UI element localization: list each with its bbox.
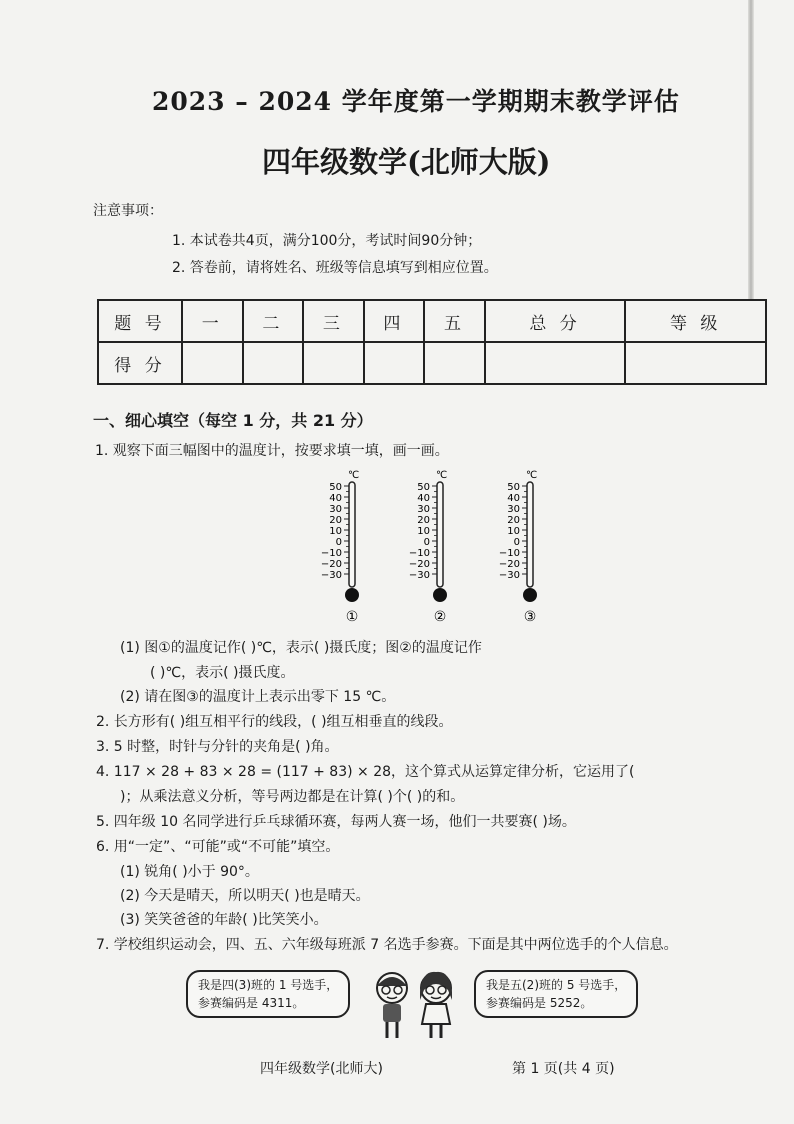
thermometer-bulb — [345, 588, 359, 602]
thermometer-unit: ℃ — [436, 470, 448, 481]
question-3: 3. 5 时整，时针与分针的夹角是( )角。 — [96, 739, 339, 755]
thermometer-tick-label: 20 — [417, 515, 430, 526]
thermometer-tick-label: 30 — [329, 504, 342, 515]
thermometer-tick-label: −10 — [498, 548, 520, 559]
score-input-cell[interactable] — [424, 342, 485, 384]
thermometer-tube — [527, 482, 533, 587]
question-2: 2. 长方形有( )组互相平行的线段，( )组互相垂直的线段。 — [96, 714, 453, 730]
thermometer-label: ① — [345, 609, 359, 625]
question-1-part-1-line-1: (1) 图①的温度记作( )℃，表示( )摄氏度；图②的温度记作 — [120, 640, 482, 656]
score-table-cell: 题 号 — [98, 300, 182, 342]
thermometer-label: ② — [433, 609, 447, 625]
notice-heading: 注意事项： — [93, 203, 163, 219]
section1-heading: 一、细心填空（每空 1 分，共 21 分） — [93, 411, 373, 430]
question-1-part-1-line-2: ( )℃，表示( )摄氏度。 — [150, 665, 295, 681]
thermometer-unit: ℃ — [526, 470, 538, 481]
bubble-right-line-1: 我是五(2)班的 5 号选手， — [486, 978, 627, 992]
thermometer-figures — [320, 466, 560, 626]
thermometer-tick-label: 0 — [513, 537, 520, 548]
score-table-cell: 总 分 — [485, 300, 626, 342]
thermometer-tick-label: 30 — [417, 504, 430, 515]
thermometer-tick-label: 40 — [417, 493, 430, 504]
thermometer-tick-label: 20 — [329, 515, 342, 526]
score-input-cell[interactable] — [625, 342, 766, 384]
score-input-cell[interactable] — [182, 342, 243, 384]
thermometer-tick-label: −20 — [498, 559, 520, 570]
score-table-cell: 二 — [243, 300, 304, 342]
thermometer-tick-label: −10 — [408, 548, 430, 559]
thermometer-tick-label: 50 — [417, 482, 430, 493]
score-input-cell[interactable] — [364, 342, 425, 384]
thermometer-tick-label: −30 — [498, 570, 520, 581]
question-1: 1. 观察下面三幅图中的温度计，按要求填一填，画一画。 — [95, 443, 449, 459]
exam-title: 2023 – 2024 学年度第一学期期末教学评估 — [152, 87, 680, 116]
score-table-cell: 等 级 — [625, 300, 766, 342]
thermometer-tick-label: −10 — [320, 548, 342, 559]
thermometer-tick-label: 10 — [507, 526, 520, 537]
footer-left: 四年级数学(北师大) — [260, 1061, 383, 1077]
question-5: 5. 四年级 10 名同学进行乒乓球循环赛，每两人赛一场，他们一共要赛( )场。 — [96, 814, 576, 830]
thermometer-bulb — [433, 588, 447, 602]
page-fold-shadow — [748, 0, 754, 300]
score-label: 得 分 — [98, 342, 182, 384]
score-table-score-row — [98, 342, 766, 384]
score-table-cell: 四 — [364, 300, 425, 342]
question-6-part-3: (3) 笑笑爸爸的年龄( )比笑笑小。 — [120, 912, 328, 928]
thermometer-tick-label: 40 — [329, 493, 342, 504]
students-illustration — [366, 966, 466, 1042]
thermometer-tick-label: 10 — [417, 526, 430, 537]
score-input-cell[interactable] — [243, 342, 304, 384]
question-7: 7. 学校组织运动会，四、五、六年级每班派 7 名选手参赛。下面是其中两位选手的个人信息。 — [96, 937, 678, 953]
score-table-header-row — [98, 300, 766, 342]
thermometer-tick-label: 40 — [507, 493, 520, 504]
thermometer-bulb — [523, 588, 537, 602]
speech-bubble-left — [186, 970, 350, 1018]
notice-item-2: 2. 答卷前，请将姓名、班级等信息填写到相应位置。 — [172, 260, 498, 276]
bubble-left-line-2: 参赛编码是 4311。 — [198, 996, 305, 1010]
thermometer-unit: ℃ — [348, 470, 360, 481]
thermometer-tube — [349, 482, 355, 587]
score-input-cell[interactable] — [485, 342, 626, 384]
notice-item-1: 1. 本试卷共4页，满分100分，考试时间90分钟； — [172, 233, 482, 249]
thermometer-tick-label: −20 — [320, 559, 342, 570]
question-6-part-2: (2) 今天是晴天，所以明天( )也是晴天。 — [120, 888, 370, 904]
thermometer-tick-label: 50 — [329, 482, 342, 493]
thermometer-tick-label: 30 — [507, 504, 520, 515]
footer-page-number: 第 1 页(共 4 页) — [512, 1061, 615, 1077]
bubble-right-line-2: 参赛编码是 5252。 — [486, 996, 593, 1010]
score-input-cell[interactable] — [303, 342, 364, 384]
question-6-part-1: (1) 锐角( )小于 90°。 — [120, 864, 259, 880]
boy-figure — [377, 973, 407, 1038]
speech-bubble-right — [474, 970, 638, 1018]
score-table-cell: 一 — [182, 300, 243, 342]
exam-subtitle: 四年级数学(北师大版) — [262, 145, 551, 179]
thermometer-tick-label: −20 — [408, 559, 430, 570]
question-6: 6. 用“一定”、“可能”或“不可能”填空。 — [96, 839, 340, 855]
score-table-cell: 三 — [303, 300, 364, 342]
thermometer-tick-label: 50 — [507, 482, 520, 493]
score-table — [97, 299, 767, 385]
thermometer-tube — [437, 482, 443, 587]
thermometer-tick-label: −30 — [408, 570, 430, 581]
girl-figure — [420, 972, 452, 1038]
thermometer-tick-label: 10 — [329, 526, 342, 537]
question-1-part-2: (2) 请在图③的温度计上表示出零下 15 ℃。 — [120, 689, 396, 705]
thermometer-label: ③ — [523, 609, 537, 625]
thermometer-tick-label: −30 — [320, 570, 342, 581]
question-4-line-1: 4. 117 × 28 + 83 × 28 = (117 + 83) × 28，这个算式从运算定律分析，它运用了( — [96, 764, 635, 780]
thermometer-tick-label: 0 — [423, 537, 430, 548]
score-table-cell: 五 — [424, 300, 485, 342]
thermometer-tick-label: 0 — [335, 537, 342, 548]
bubble-left-line-1: 我是四(3)班的 1 号选手， — [198, 978, 339, 992]
question-4-line-2: )；从乘法意义分析，等号两边都是在计算( )个( )的和。 — [120, 789, 465, 805]
thermometer-tick-label: 20 — [507, 515, 520, 526]
